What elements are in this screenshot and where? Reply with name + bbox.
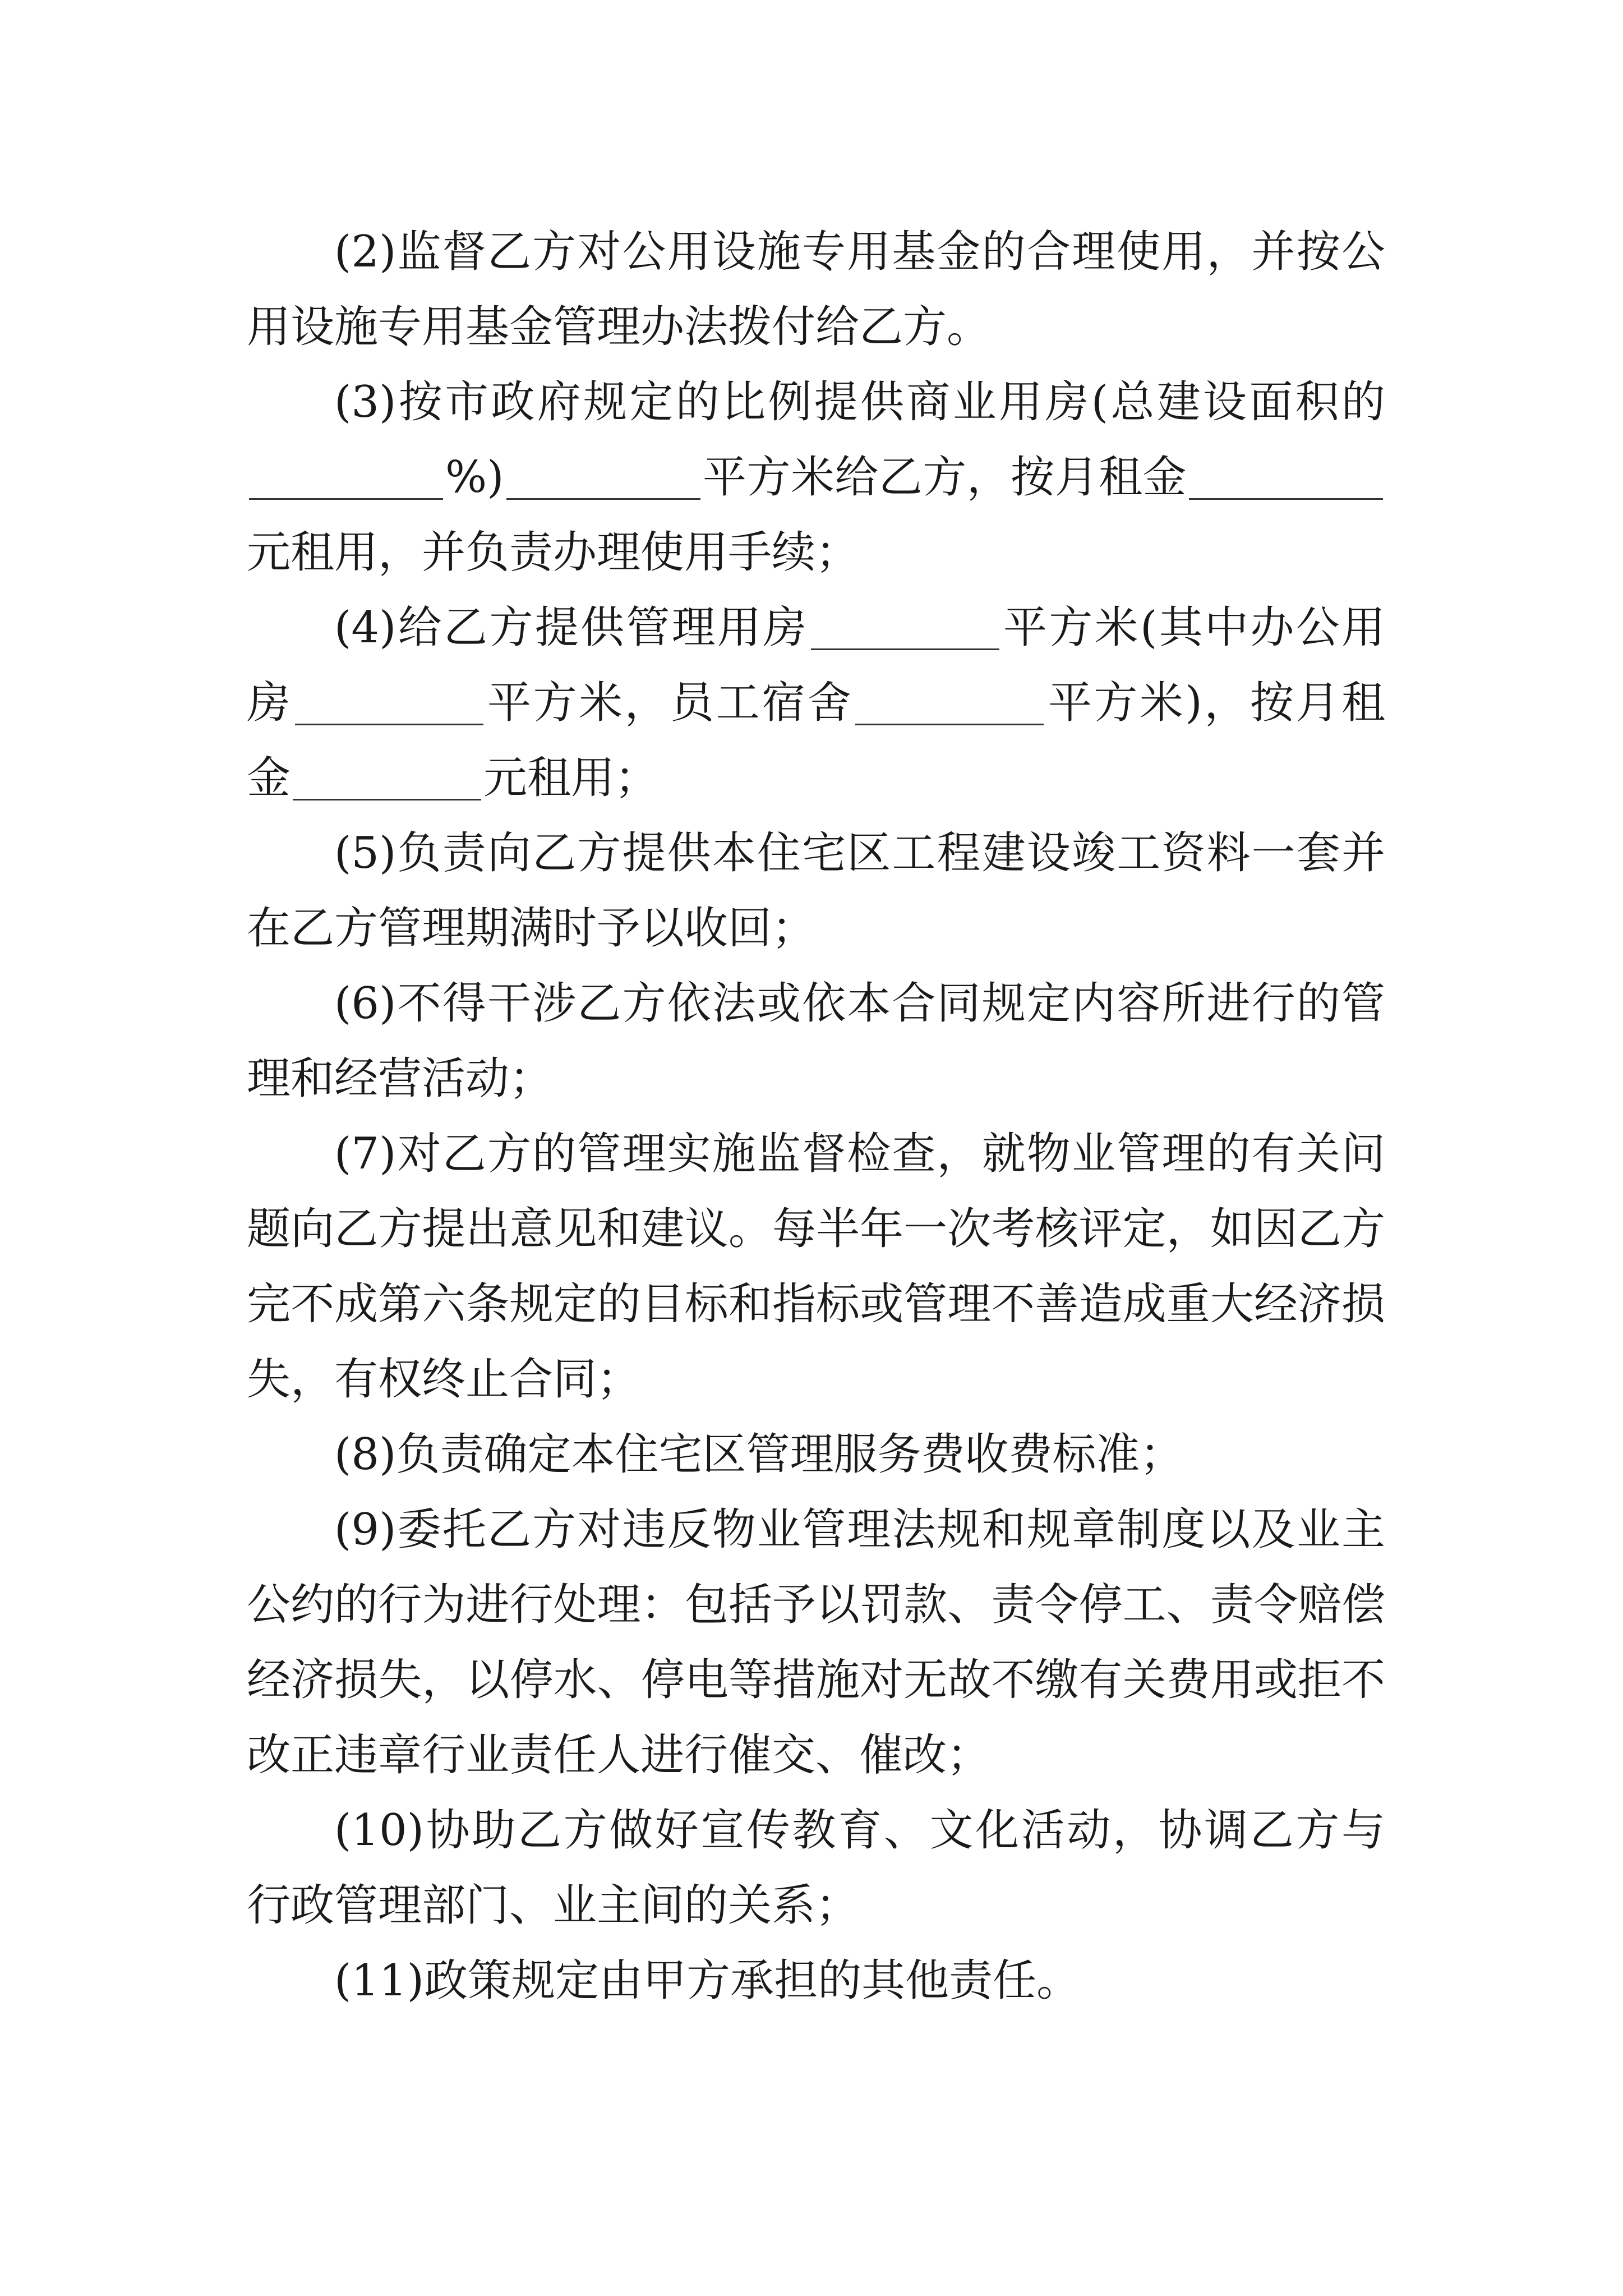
blank-line bbox=[811, 605, 999, 650]
blank-line bbox=[249, 454, 443, 500]
clause-3-text-d: 元租用，并负责办理使用手续； bbox=[247, 527, 860, 578]
clause-7-text: (7)对乙方的管理实施监督检查，就物业管理的有关问题向乙方提出意见和建议。每半年一次考核评定，如因乙方完不成第六条规定的目标和指标或管理不善造成重大经济损失，有权终止合同； bbox=[247, 1129, 1385, 1405]
clause-5-text: (5)负责向乙方提供本住宅区工程建设竣工资料一套并在乙方管理期满时予以收回； bbox=[247, 828, 1385, 954]
blank-line bbox=[295, 680, 483, 725]
clause-11-text: (11)政策规定由甲方承担的其他责任。 bbox=[334, 1955, 1081, 2006]
clause-9-text: (9)委托乙方对违反物业管理法规和规章制度以及业主公约的行为进行处理：包括予以罚款、责令停工、责令赔偿经济损失，以停水、停电等措施对无故不缴有关费用或拒不改正违章行业责任人进行催交、催改； bbox=[247, 1504, 1385, 1780]
clause-4-text-e: 元租用； bbox=[483, 753, 659, 803]
clause-10 bbox=[247, 1793, 1385, 1943]
document-page bbox=[247, 214, 1385, 2018]
clause-2 bbox=[247, 214, 1385, 365]
clause-4-text-d: 平方米)，按月租金 bbox=[247, 678, 1385, 803]
clause-8-text: (8)负责确定本住宅区管理服务费收费标准； bbox=[334, 1429, 1184, 1480]
blank-line bbox=[855, 680, 1044, 725]
clause-10-text: (10)协助乙方做好宣传教育、文化活动，协调乙方与行政管理部门、业主间的关系； bbox=[247, 1805, 1385, 1931]
clause-3 bbox=[247, 365, 1385, 590]
clause-6 bbox=[247, 966, 1385, 1116]
clause-6-text: (6)不得干涉乙方依法或依本合同规定内容所进行的管理和经营活动； bbox=[247, 978, 1385, 1104]
clause-4-text-c: 平方米，员工宿舍 bbox=[485, 678, 854, 728]
clause-9 bbox=[247, 1492, 1385, 1793]
clause-4-text-b: 平方米(其中办公用房 bbox=[247, 602, 1385, 728]
clause-4 bbox=[247, 590, 1385, 816]
clause-3-text-b: %) bbox=[445, 452, 504, 503]
blank-line bbox=[1189, 454, 1383, 500]
clause-3-text-c: 平方米给乙方，按月租金 bbox=[702, 452, 1187, 503]
clause-8 bbox=[247, 1417, 1385, 1492]
clause-3-text-a: (3)按市政府规定的比例提供商业用房(总建设面积的 bbox=[334, 377, 1385, 427]
blank-line bbox=[506, 454, 700, 500]
clause-5 bbox=[247, 816, 1385, 966]
clause-4-text-a: (4)给乙方提供管理用房 bbox=[334, 602, 809, 653]
clause-11 bbox=[247, 1943, 1385, 2018]
clause-2-text: (2)监督乙方对公用设施专用基金的合理使用，并按公用设施专用基金管理办法拨付给乙方。 bbox=[247, 227, 1385, 352]
clause-7 bbox=[247, 1116, 1385, 1417]
blank-line bbox=[293, 755, 481, 800]
